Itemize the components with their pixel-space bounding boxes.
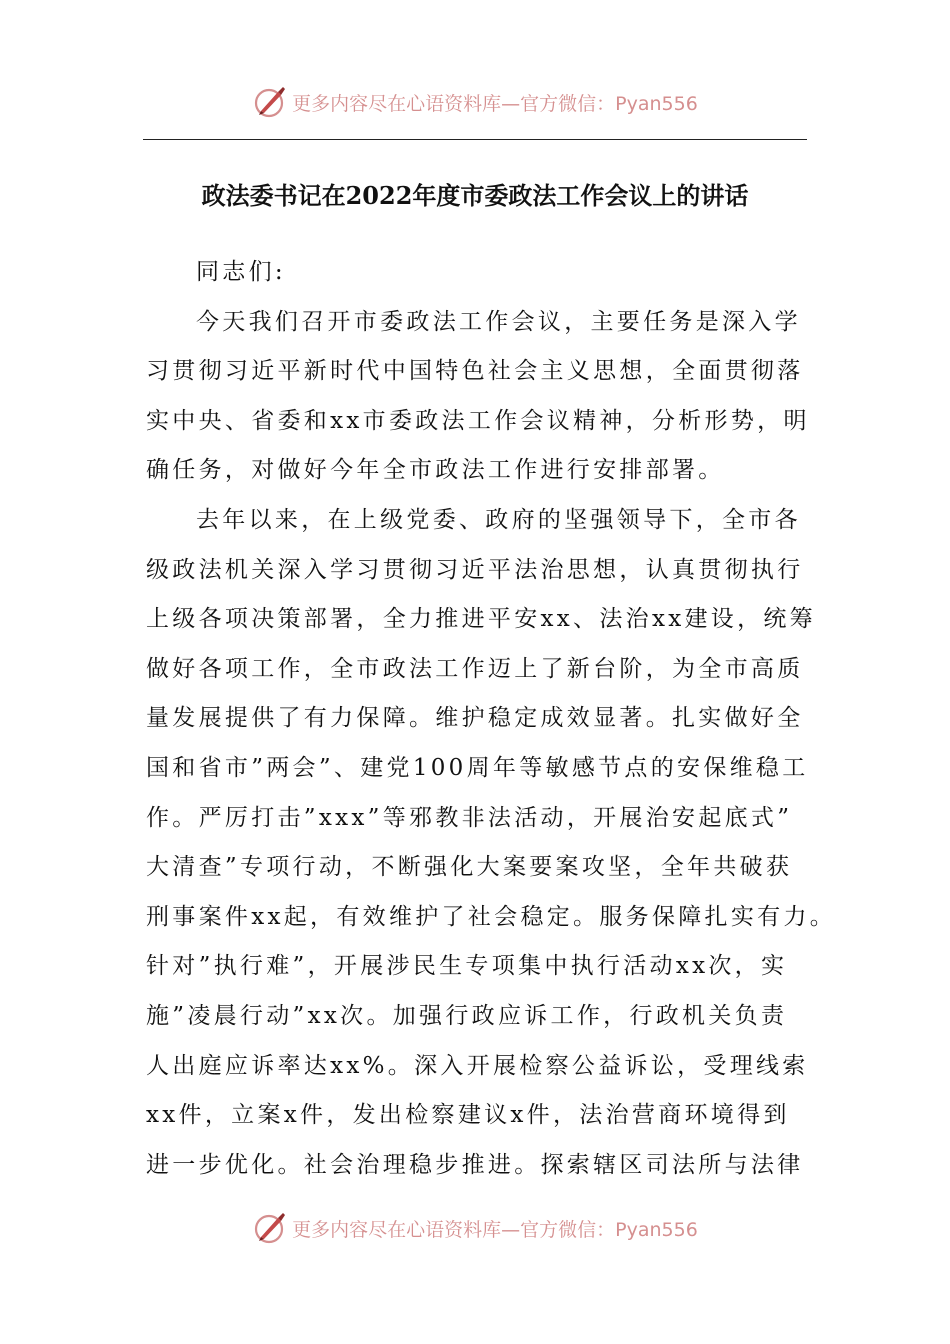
document-title: 政法委书记在2022年度市委政法工作会议上的讲话 bbox=[201, 181, 749, 210]
paragraph-line: 作。严厉打击”xxx”等邪教非法活动，开展治安起底式” bbox=[146, 804, 793, 831]
footer-watermark-banner bbox=[0, 1208, 950, 1248]
quill-pen-circle-icon bbox=[252, 84, 288, 120]
paragraph-line: 大清查”专项行动，不断强化大案要案攻坚，全年共破获 bbox=[146, 854, 793, 881]
header-divider bbox=[143, 139, 807, 140]
paragraph-line: 国和省市”两会”、建党100周年等敏感节点的安保维稳工 bbox=[146, 754, 809, 781]
quill-pen-circle-icon bbox=[252, 1210, 288, 1246]
paragraph-line: 上级各项决策部署，全力推进平安xx、法治xx建设，统筹 bbox=[146, 606, 816, 633]
paragraph-line: 做好各项工作，全市政法工作迈上了新台阶，为全市高质 bbox=[146, 655, 804, 682]
paragraph-line: 人出庭应诉率达xx%。深入开展检察公益诉讼，受理线索 bbox=[146, 1052, 809, 1079]
paragraph-line: 进一步优化。社会治理稳步推进。探索辖区司法所与法律 bbox=[146, 1151, 804, 1178]
watermark-text: 更多内容尽在心语资料库—官方微信：Pyan556 bbox=[292, 1218, 698, 1241]
paragraph-line: 量发展提供了有力保障。维护稳定成效显著。扎实做好全 bbox=[146, 705, 804, 732]
paragraph-line: 去年以来，在上级党委、政府的坚强领导下，全市各 bbox=[196, 506, 801, 533]
paragraph-line: 级政法机关深入学习贯彻习近平法治思想，认真贯彻执行 bbox=[146, 556, 804, 583]
paragraph-line: xx件，立案x件，发出检察建议x件，法治营商环境得到 bbox=[146, 1102, 790, 1129]
watermark-text: 更多内容尽在心语资料库—官方微信：Pyan556 bbox=[292, 92, 698, 115]
paragraph-line: 刑事案件xx起，有效维护了社会稳定。服务保障扎实有力。 bbox=[146, 903, 837, 930]
paragraph-line: 施”凌晨行动”xx次。加强行政应诉工作，行政机关负责 bbox=[146, 1002, 788, 1029]
salutation-line: 同志们: bbox=[196, 259, 286, 285]
paragraph-line: 今天我们召开市委政法工作会议，主要任务是深入学 bbox=[196, 308, 801, 335]
paragraph-line: 习贯彻习近平新时代中国特色社会主义思想，全面贯彻落 bbox=[146, 358, 804, 385]
document-body bbox=[146, 248, 837, 1190]
paragraph-line: 确任务，对做好今年全市政法工作进行安排部署。 bbox=[146, 457, 725, 484]
paragraph-line: 针对”执行难”，开展涉民生专项集中执行活动xx次，实 bbox=[146, 953, 788, 980]
header-watermark-banner bbox=[0, 82, 950, 122]
paragraph-line: 实中央、省委和xx市委政法工作会议精神，分析形势，明 bbox=[146, 407, 810, 434]
